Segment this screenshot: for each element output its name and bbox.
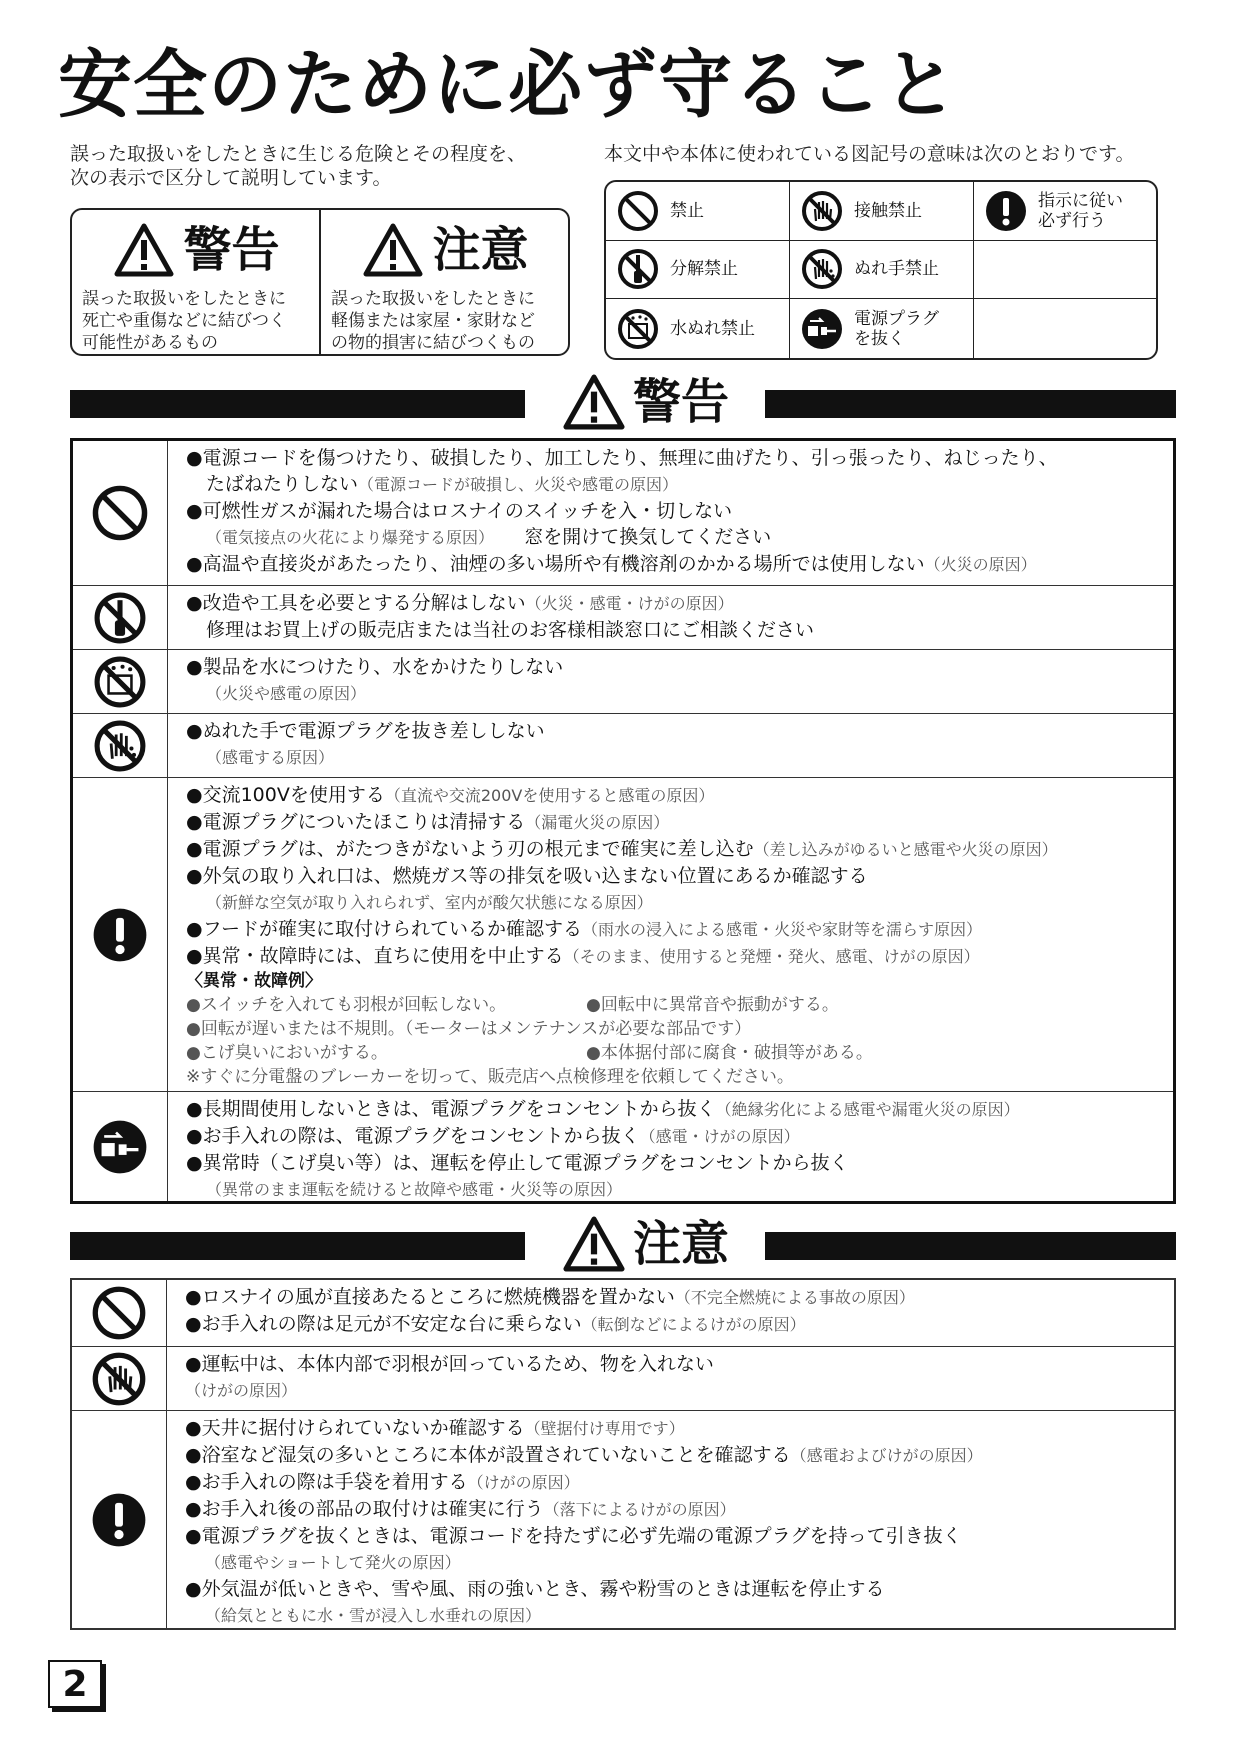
item-text: ●交流100Vを使用する (186, 784, 385, 806)
legend-warning-label: 警告 (183, 222, 280, 278)
warning-row-wet-hands (73, 713, 1173, 777)
item-note: （感電・けがの原因） (639, 1127, 800, 1146)
warning-section-header (70, 374, 1176, 430)
banner-bar (70, 1232, 530, 1260)
warning-banner-label (525, 374, 765, 430)
item-text: ●製品を水につけたり、水をかけたりしない (186, 656, 564, 678)
item-note: （火災・感電・けがの原因） (525, 594, 734, 613)
item-text: ●お手入れの際は手袋を着用する (185, 1471, 468, 1493)
symbol-label: 電源プラグ (854, 308, 939, 329)
symbol-label: ぬれ手禁止 (854, 259, 939, 280)
no-touch-icon (90, 1350, 148, 1408)
item-note: （火災や感電の原因） (206, 684, 367, 703)
mandatory-instruction-icon (90, 1491, 148, 1549)
symbol-label: を抜く (854, 328, 905, 349)
caution-table (70, 1278, 1176, 1630)
item-text: ●電源コードを傷つけたり、破損したり、加工したり、無理に曲げたり、引っ張ったり、ねじったり、 (186, 447, 1058, 469)
item-note: （転倒などによるけがの原因） (581, 1315, 806, 1334)
banner-bar (760, 390, 1176, 418)
symbol-label: 分解禁止 (670, 259, 738, 280)
unplug-icon (800, 307, 844, 351)
prohibited-icon (616, 189, 660, 233)
legend-desc-line: 誤った取扱いをしたときに (331, 289, 535, 309)
no-water-icon (616, 307, 660, 351)
symbol-no-touch (790, 182, 974, 241)
mandatory-instruction-icon (91, 906, 149, 964)
mandatory-instruction-icon (984, 189, 1028, 233)
item-text: ●高温や直接炎があたったり、油煙の多い場所や有機溶剤のかかる場所では使用しない (186, 553, 925, 575)
no-wet-hands-icon (92, 718, 148, 774)
item-text: ●長期間使用しないときは、電源プラグをコンセントから抜く (186, 1098, 716, 1120)
item-text: ●外気温が低いときや、雪や風、雨の強いとき、霧や粉雪のときは運転を停止する (185, 1578, 885, 1600)
caution-row-prohibited (72, 1280, 1174, 1346)
warning-triangle-icon (561, 373, 627, 431)
symbol-prohibited (606, 182, 790, 241)
item-note: （感電やショートして発火の原因） (205, 1553, 461, 1572)
symbol-no-water (606, 299, 790, 358)
item-note: （火災の原因） (924, 555, 1037, 574)
symbol-label: 水ぬれ禁止 (670, 318, 755, 339)
intro-line: 誤った取扱いをしたときに生じる危険とその程度を、 (70, 143, 527, 165)
warning-row-instruction (73, 777, 1173, 1091)
item-text: ●浴室など湿気の多いところに本体が設置されていないことを確認する (185, 1444, 791, 1466)
prohibited-icon (90, 1284, 148, 1342)
item-text: ●天井に据付けられていないか確認する (185, 1417, 525, 1439)
symbol-no-disassembly (606, 241, 790, 300)
example-item: ●こげ臭いにおいがする。 (186, 1043, 388, 1063)
item-text: ●改造や工具を必要とする分解はしない (186, 592, 526, 614)
warning-row-unplug (73, 1091, 1173, 1201)
example-note: ※すぐに分電盤のブレーカーを切って、販売店へ点検修理を依頼してください。 (186, 1067, 794, 1087)
warning-banner-title: 警告 (632, 374, 729, 430)
item-note: （雨水の浸入による感電・火災や家財等を濡らす原因） (582, 920, 983, 939)
symbol-instruction (974, 182, 1156, 241)
symbol-legend (604, 180, 1158, 360)
page-number: 2 (48, 1660, 102, 1708)
item-text: ●電源プラグについたほこりは清掃する (186, 811, 526, 833)
caution-triangle-icon (362, 222, 424, 278)
symbol-label: 指示に従い (1038, 190, 1123, 211)
item-note: （給気とともに水・雪が浸入し水垂れの原因） (205, 1606, 542, 1625)
item-text: ●異常時（こげ臭い等）は、運転を停止して電源プラグをコンセントから抜く (186, 1152, 849, 1174)
intro-line: 次の表示で区分して説明しています。 (70, 167, 392, 189)
no-disassembly-icon (92, 590, 148, 646)
item-text: ●可燃性ガスが漏れた場合はロスナイのスイッチを入・切しない (186, 500, 733, 522)
item-text: 窓を開けて換気してください (524, 526, 772, 548)
warning-row-water (73, 649, 1173, 713)
item-note: （そのまま、使用すると発煙・発火、感電、けがの原因） (563, 947, 980, 966)
item-text: ●運転中は、本体内部で羽根が回っているため、物を入れない (185, 1353, 714, 1375)
legend-desc-line: の物的損害に結びつくもの (331, 333, 535, 353)
item-note: （絶縁劣化による感電や漏電火災の原因） (715, 1100, 1020, 1119)
legend-desc-line: 可能性があるもの (82, 333, 218, 353)
legend-caution (319, 210, 568, 354)
symbol-label: 禁止 (670, 200, 704, 221)
intro-text (70, 142, 526, 190)
item-note: （感電およびけがの原因） (790, 1446, 983, 1465)
warning-row-prohibited (73, 441, 1173, 585)
symbol-label: 必ず行う (1038, 210, 1106, 231)
no-wet-hands-icon (800, 247, 844, 291)
item-note: （壁据付け専用です） (524, 1419, 685, 1438)
item-note: （けがの原因） (185, 1381, 298, 1400)
item-note: （感電する原因） (206, 748, 335, 767)
warning-row-disassembly (73, 585, 1173, 649)
item-note: （不完全燃焼による事故の原因） (674, 1288, 915, 1307)
example-heading: 〈異常・故障例〉 (186, 971, 322, 991)
caution-row-no-touch (72, 1346, 1174, 1410)
banner-bar (760, 1232, 1176, 1260)
item-text: ●お手入れ後の部品の取付けは確実に行う (185, 1498, 544, 1520)
item-note: （漏電火災の原因） (525, 813, 670, 832)
caution-row-instruction (72, 1410, 1174, 1628)
legend-warning (72, 210, 319, 354)
no-water-icon (92, 654, 148, 710)
item-note: （電気接点の火花により爆発する原因） (206, 528, 495, 547)
item-text: ●電源プラグは、がたつきがないよう刃の根元まで確実に差し込む (186, 838, 754, 860)
warning-triangle-icon (113, 222, 175, 278)
item-note: （電源コードが破損し、火災や感電の原因） (358, 475, 679, 494)
symbol-empty (974, 299, 1156, 358)
legend-caution-label: 注意 (432, 222, 529, 278)
item-text: ●ロスナイの風が直接あたるところに燃焼機器を置かない (185, 1286, 675, 1308)
symbol-no-wet-hands (790, 241, 974, 300)
item-text: ●フードが確実に取付けられているか確認する (186, 918, 583, 940)
item-text: ●ぬれた手で電源プラグを抜き差ししない (186, 720, 545, 742)
item-note: （差し込みがゆるいと感電や火災の原因） (753, 840, 1058, 859)
item-text: ●お手入れの際は足元が不安定な台に乗らない (185, 1313, 582, 1335)
caution-section-header (70, 1216, 1176, 1272)
page-title: 安全のために必ず守ること (58, 42, 958, 128)
item-text: ●電源プラグを抜くときは、電源コードを持たずに必ず先端の電源プラグを持って引き抜く (185, 1525, 962, 1547)
legend-desc-line: 死亡や重傷などに結びつく (82, 311, 286, 331)
item-text: たばねたりしない (206, 473, 359, 495)
unplug-icon (91, 1118, 149, 1176)
symbol-unplug (790, 299, 974, 358)
legend-desc-line: 軽傷または家屋・家財など (331, 311, 535, 331)
prohibited-icon (90, 483, 150, 543)
item-note: （異常のまま運転を続けると故障や感電・火災等の原因） (206, 1180, 623, 1199)
item-text: ●お手入れの際は、電源プラグをコンセントから抜く (186, 1125, 640, 1147)
caution-banner-title: 注意 (632, 1216, 729, 1272)
example-item: ●回転が遅いまたは不規則。（モーターはメンテナンスが必要な部品です） (186, 1019, 752, 1039)
caution-banner-label (525, 1216, 765, 1272)
warning-table (70, 438, 1176, 1204)
item-text: ●異常・故障時には、直ちに使用を中止する (186, 945, 564, 967)
example-item: ●スイッチを入れても羽根が回転しない。 (186, 995, 507, 1015)
banner-bar (70, 390, 530, 418)
symbol-label: 接触禁止 (854, 200, 922, 221)
item-note: （直流や交流200Vを使用すると感電の原因） (384, 786, 715, 805)
no-touch-icon (800, 189, 844, 233)
example-item: ●本体据付部に腐食・破損等がある。 (586, 1043, 873, 1063)
example-item: ●回転中に異常音や振動がする。 (586, 995, 839, 1015)
caution-triangle-icon (561, 1215, 627, 1273)
item-text: 修理はお買上げの販売店または当社のお客様相談窓口にご相談ください (206, 619, 815, 641)
item-note: （落下によるけがの原因） (543, 1500, 736, 1519)
symbol-empty (974, 241, 1156, 300)
no-disassembly-icon (616, 247, 660, 291)
item-text: ●外気の取り入れ口は、燃焼ガス等の排気を吸い込まない位置にあるか確認する (186, 865, 868, 887)
legend-desc-line: 誤った取扱いをしたときに (82, 289, 286, 309)
item-note: （けがの原因） (467, 1473, 580, 1492)
item-note: （新鮮な空気が取り入れられず、室内が酸欠状態になる原因） (206, 893, 653, 912)
severity-legend (70, 208, 570, 356)
symbols-intro: 本文中や本体に使われている図記号の意味は次のとおりです。 (604, 143, 1135, 165)
